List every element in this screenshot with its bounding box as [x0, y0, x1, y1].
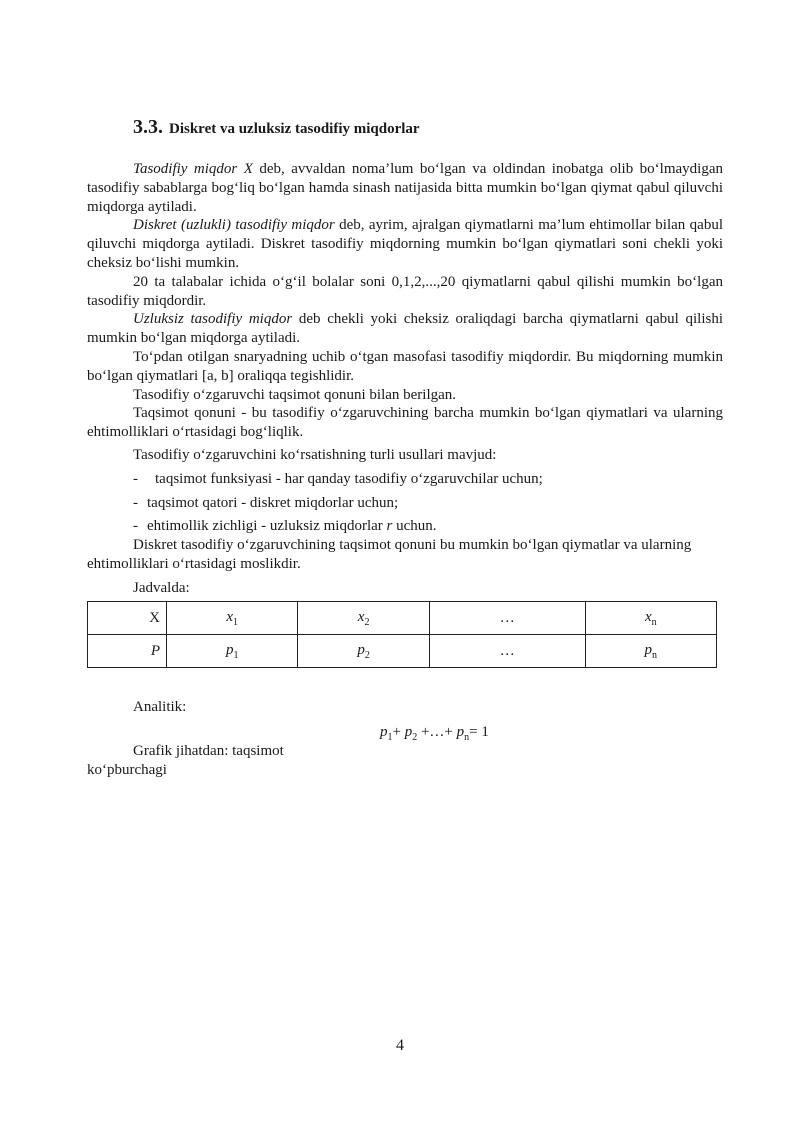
table-cell [585, 602, 716, 635]
cell-subscript: 2 [364, 649, 370, 661]
cell-value: x [357, 608, 365, 625]
cell-value: p [644, 641, 653, 658]
graphic-label-line2: ko‘pburchagi [87, 762, 167, 778]
term: Tasodifiy miqdor X [133, 161, 253, 177]
paragraph-distribution-law: Taqsimot qonuni - bu tasodifiy o‘zgaruvchining barcha mumkin bo‘lgan qiymatlari va ularning ehtimolliklari o‘rtasidagi bog‘liqlik. [87, 405, 723, 441]
formula-term: p [456, 724, 465, 740]
variable: r [386, 518, 393, 535]
table-cell [167, 635, 298, 668]
cell-subscript: 1 [233, 649, 239, 661]
paragraph-definition-random-variable [87, 160, 723, 216]
list-item-text-part: uchun. [392, 518, 437, 535]
paragraph-text: deb chekli yoki cheksiz oraliqdagi barcha qiymatlarni qabul qilishi mumkin bo‘lgan miqdorga aytiladi. [87, 311, 724, 347]
formula-term: p [404, 724, 413, 740]
list-item [133, 470, 723, 489]
cell-value: x [226, 608, 234, 625]
graphic-label-line1: Grafik jihatdan: taqsimot [133, 743, 284, 759]
paragraph-example-discrete: 20 ta talabalar ichida o‘g‘il bolalar soni 0,1,2,...,20 qiymatlarni qabul qilishi mumkin bo‘lgan tasodifiy miqdordir. [87, 273, 723, 309]
list-item-text: taqsimot funksiyasi - har qanday tasodifiy o‘zgaruvchilar uchun; [155, 470, 543, 487]
analytic-label: Analitik: [133, 699, 187, 715]
table-row [88, 635, 717, 668]
paragraph-text: deb, ayrim, ajralgan qiymatlarni ma’lum ehtimollar bilan qabul qiluvchi miqdorga aytiladi. Diskret tasodifiy miqdorning mumkin bo‘lgan qiymatlari soni chekli yoki cheksiz bo‘lishi mumkin. [87, 217, 723, 271]
table-cell [429, 635, 585, 668]
page-number: 4 [396, 1037, 404, 1054]
table-row [88, 602, 717, 635]
formula-subscript: n [464, 732, 470, 743]
cell-value: … [499, 609, 515, 626]
cell-subscript: n [652, 649, 658, 661]
table-caption: Jadvalda: [133, 579, 190, 596]
section-heading [133, 116, 420, 139]
section-title: Diskret va uzluksiz tasodifiy miqdorlar [169, 121, 420, 137]
body-text [87, 160, 723, 598]
list-item-text [147, 517, 437, 536]
normalization-formula [380, 724, 489, 743]
table-cell [429, 602, 585, 635]
section-number: 3.3. [133, 116, 163, 138]
formula-operator: + [392, 724, 405, 740]
formula-term: p [380, 724, 388, 740]
list-item-text: taqsimot qatori - diskret miqdorlar uchun; [147, 494, 399, 511]
distribution-table [87, 601, 717, 668]
list-item [133, 517, 723, 536]
formula-subscript: 2 [412, 732, 418, 743]
list-dash: - [133, 494, 138, 511]
table-cell [298, 635, 429, 668]
cell-subscript: 2 [364, 616, 370, 628]
list-dash: - [133, 470, 138, 487]
row-label-p [88, 635, 167, 668]
cell-value: p [225, 641, 234, 658]
cell-value: … [499, 642, 515, 659]
cell-value: p [357, 641, 365, 658]
paragraph-example-continuous: To‘pdan otilgan snaryadning uchib o‘tgan masofasi tasodifiy miqdordir. Bu miqdorning mumkin bo‘lgan qiymatlari [a, b] oraliqqa tegishlidir. [87, 348, 723, 384]
list-item [133, 494, 723, 513]
term: Uzluksiz tasodifiy miqdor [133, 311, 293, 328]
table-cell [167, 602, 298, 635]
list-dash: - [133, 518, 138, 535]
cell-value: x [644, 608, 652, 625]
cell-subscript: n [651, 616, 657, 628]
term: Diskret (uzlukli) tasodifiy miqdor [133, 217, 335, 234]
list-item-text-part: ehtimollik zichligi - uzluksiz miqdorlar [147, 518, 387, 535]
paragraph-distribution-given: Tasodifiy o‘zgaruvchi taqsimot qonuni bilan berilgan. [133, 386, 457, 403]
table-cell [585, 635, 716, 668]
paragraph-discrete-law: Diskret tasodifiy o‘zgaruvchining taqsimot qonuni bu mumkin bo‘lgan qiymatlar va ularning ehtimolliklari o‘rtasidagi moslikdir. [87, 537, 692, 572]
row-label-text: P [150, 642, 160, 659]
paragraph-methods: Tasodifiy o‘zgaruvchini ko‘rsatishning turli usullari mavjud: [133, 446, 497, 463]
table-cell [298, 602, 429, 635]
paragraph-definition-discrete [87, 216, 723, 272]
formula-subscript: 1 [387, 732, 393, 743]
formula-operator: +…+ [417, 724, 457, 740]
row-label-x: X [88, 602, 167, 635]
paragraph-text: deb, avvaldan noma’lum bo‘lgan va oldindan inobatga olib bo‘lmaydigan tasodifiy sabablarga bog‘liq bo‘lgan hamda sinash natijasida bitta mumkin bo‘lgan qiymat qabul qiluvchi miqdorga aytiladi. [87, 161, 723, 215]
cell-subscript: 1 [233, 616, 239, 628]
formula-result: = 1 [469, 724, 489, 740]
paragraph-definition-continuous [87, 310, 723, 348]
